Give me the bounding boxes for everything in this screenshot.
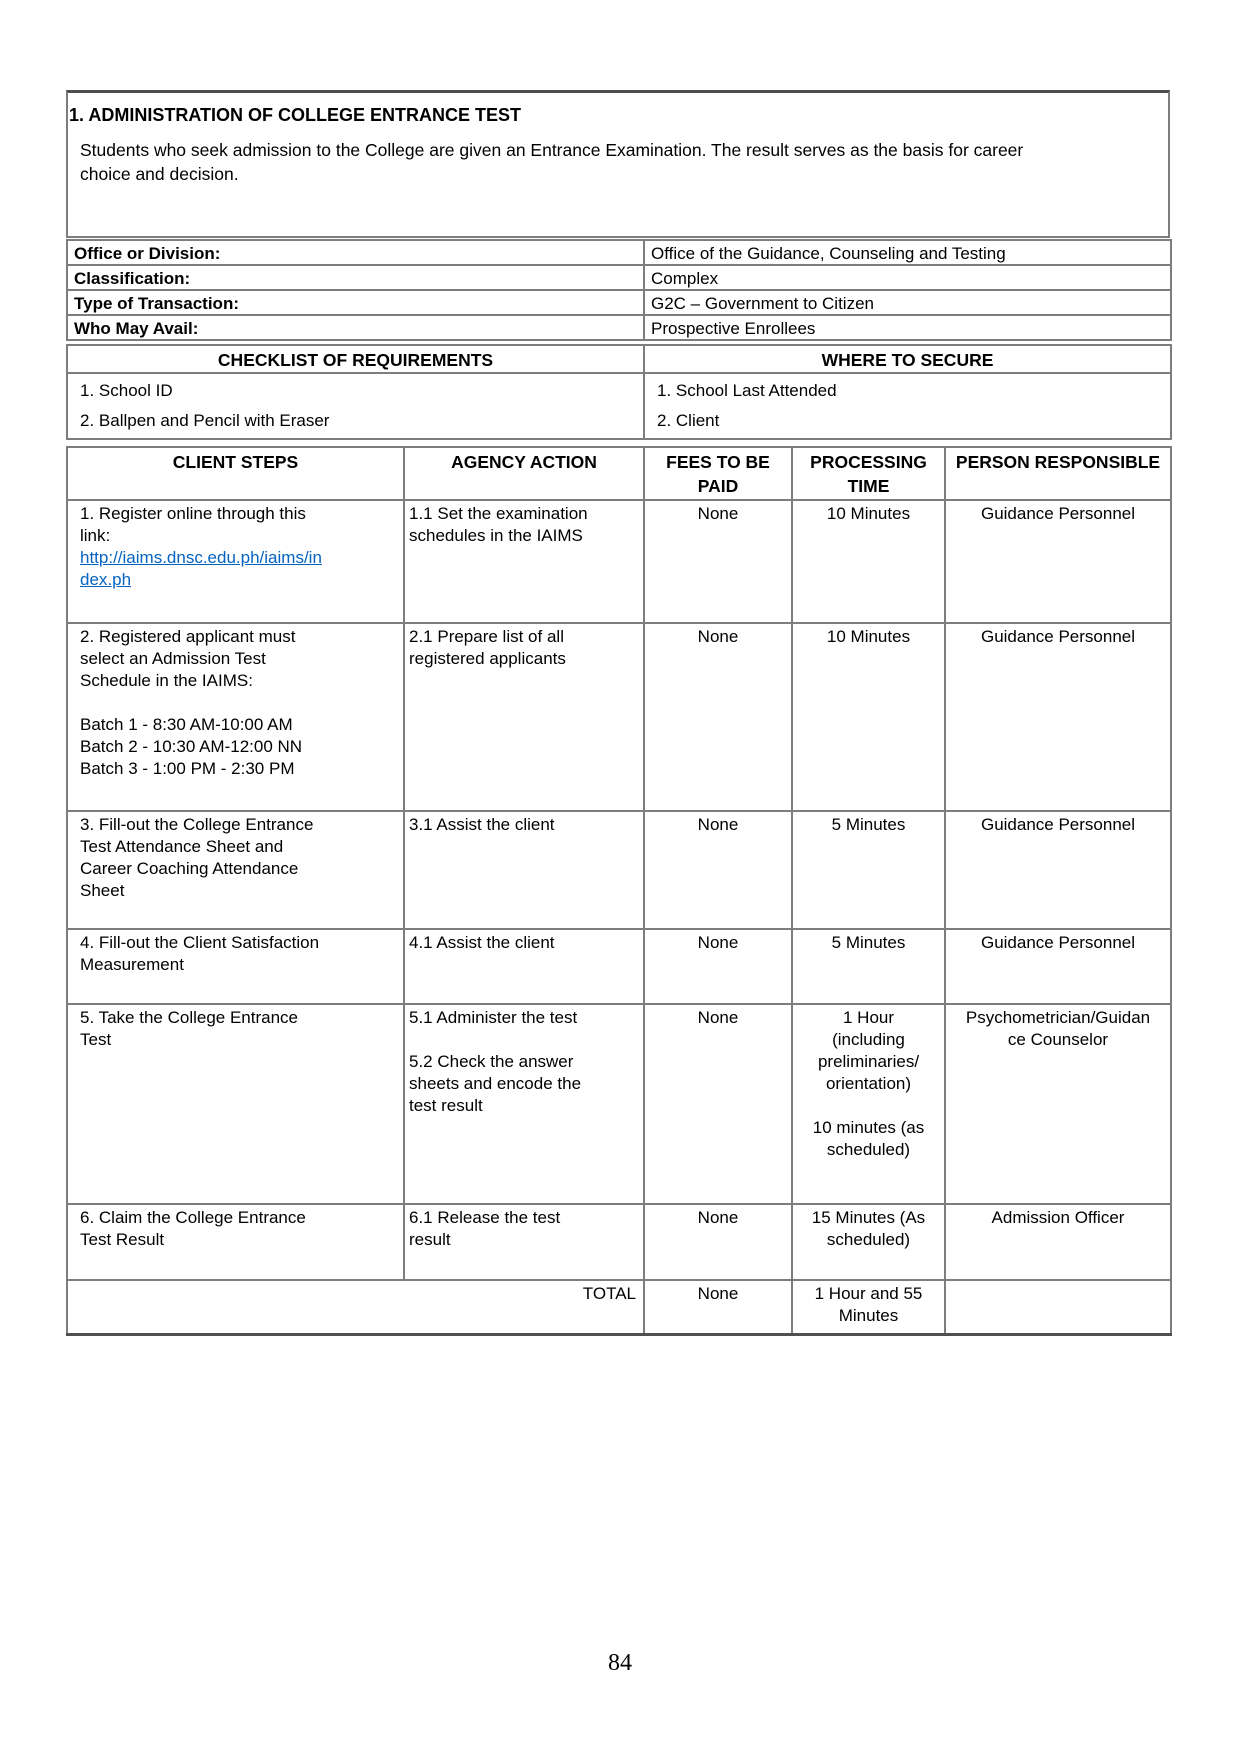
processing-time-4: 5 Minutes bbox=[792, 929, 945, 1004]
step-row-1 bbox=[67, 500, 1171, 623]
service-title-box bbox=[66, 90, 1170, 238]
client-step-1 bbox=[67, 500, 404, 623]
info-value-transaction-type: G2C – Government to Citizen bbox=[644, 290, 1171, 315]
step-row-2 bbox=[67, 623, 1171, 811]
info-label-classification: Classification: bbox=[67, 265, 644, 290]
fees-1: None bbox=[644, 500, 792, 623]
service-description: Students who seek admission to the College are given an Entrance Examination. The result serves as the basis for career choice and decision. bbox=[80, 140, 1024, 184]
requirements-header-row bbox=[67, 345, 1171, 373]
info-value-office: Office of the Guidance, Counseling and Testing bbox=[644, 240, 1171, 265]
header-processing-time: PROCESSING TIME bbox=[792, 447, 945, 500]
processing-time-3: 5 Minutes bbox=[792, 811, 945, 929]
fees-5: None bbox=[644, 1004, 792, 1204]
processing-time-6: 15 Minutes (As scheduled) bbox=[792, 1204, 945, 1280]
step-row-6 bbox=[67, 1204, 1171, 1280]
info-row-transaction-type bbox=[67, 290, 1171, 315]
agency-action-5: 5.1 Administer the test 5.2 Check the answer sheets and encode the test result bbox=[404, 1004, 644, 1204]
info-label-transaction-type: Type of Transaction: bbox=[67, 290, 644, 315]
requirements-table bbox=[66, 344, 1172, 440]
info-label-office: Office or Division: bbox=[67, 240, 644, 265]
requirements-list: 1. School ID 2. Ballpen and Pencil with Eraser bbox=[67, 373, 644, 439]
person-responsible-6: Admission Officer bbox=[945, 1204, 1171, 1280]
client-steps-table bbox=[66, 446, 1172, 1336]
processing-time-5: 1 Hour (including preliminaries/ orientation) 10 minutes (as scheduled) bbox=[792, 1004, 945, 1204]
header-agency-action: AGENCY ACTION bbox=[404, 447, 644, 500]
header-fees: FEES TO BE PAID bbox=[644, 447, 792, 500]
person-responsible-5: Psychometrician/Guidan ce Counselor bbox=[945, 1004, 1171, 1204]
info-row-office bbox=[67, 240, 1171, 265]
info-row-who-may-avail bbox=[67, 315, 1171, 340]
fees-2: None bbox=[644, 623, 792, 811]
fees-6: None bbox=[644, 1204, 792, 1280]
step-row-4 bbox=[67, 929, 1171, 1004]
agency-action-1: 1.1 Set the examination schedules in the IAIMS bbox=[404, 500, 644, 623]
header-person-responsible: PERSON RESPONSIBLE bbox=[945, 447, 1171, 500]
service-title: 1. ADMINISTRATION OF COLLEGE ENTRANCE TEST bbox=[69, 105, 522, 125]
citizens-charter-service-section bbox=[66, 90, 1170, 1336]
total-processing-time: 1 Hour and 55 Minutes bbox=[792, 1280, 945, 1334]
client-step-2: 2. Registered applicant must select an Admission Test Schedule in the IAIMS: Batch 1 - 8:30 AM-10:00 AM Batch 2 - 10:30 AM-12:00 NN Batch 3 - 1:00 PM - 2:30 PM bbox=[67, 623, 404, 811]
processing-time-2: 10 Minutes bbox=[792, 623, 945, 811]
requirements-body-row bbox=[67, 373, 1171, 439]
person-responsible-2: Guidance Personnel bbox=[945, 623, 1171, 811]
client-step-1-text: 1. Register online through this link: bbox=[80, 504, 306, 545]
service-info-table bbox=[66, 239, 1172, 341]
fees-3: None bbox=[644, 811, 792, 929]
where-to-secure-header: WHERE TO SECURE bbox=[644, 345, 1171, 373]
client-step-3: 3. Fill-out the College Entrance Test Attendance Sheet and Career Coaching Attendance Sheet bbox=[67, 811, 404, 929]
processing-time-1: 10 Minutes bbox=[792, 500, 945, 623]
info-value-who-may-avail: Prospective Enrollees bbox=[644, 315, 1171, 340]
total-person bbox=[945, 1280, 1171, 1334]
registration-link[interactable]: http://iaims.dnsc.edu.ph/iaims/in dex.ph bbox=[80, 548, 322, 589]
fees-4: None bbox=[644, 929, 792, 1004]
agency-action-6: 6.1 Release the test result bbox=[404, 1204, 644, 1280]
info-row-classification bbox=[67, 265, 1171, 290]
total-fees: None bbox=[644, 1280, 792, 1334]
step-row-5 bbox=[67, 1004, 1171, 1204]
step-row-3 bbox=[67, 811, 1171, 929]
total-label: TOTAL bbox=[67, 1280, 644, 1334]
agency-action-3: 3.1 Assist the client bbox=[404, 811, 644, 929]
client-step-5: 5. Take the College Entrance Test bbox=[67, 1004, 404, 1204]
total-row bbox=[67, 1280, 1171, 1334]
header-client-steps: CLIENT STEPS bbox=[67, 447, 404, 500]
page-number: 84 bbox=[608, 1650, 632, 1676]
agency-action-4: 4.1 Assist the client bbox=[404, 929, 644, 1004]
info-value-classification: Complex bbox=[644, 265, 1171, 290]
checklist-of-requirements-header: CHECKLIST OF REQUIREMENTS bbox=[67, 345, 644, 373]
client-step-6: 6. Claim the College Entrance Test Result bbox=[67, 1204, 404, 1280]
info-label-who-may-avail: Who May Avail: bbox=[67, 315, 644, 340]
person-responsible-3: Guidance Personnel bbox=[945, 811, 1171, 929]
secure-sources-list: 1. School Last Attended 2. Client bbox=[644, 373, 1171, 439]
agency-action-2: 2.1 Prepare list of all registered applicants bbox=[404, 623, 644, 811]
person-responsible-1: Guidance Personnel bbox=[945, 500, 1171, 623]
steps-header-row bbox=[67, 447, 1171, 500]
client-step-4: 4. Fill-out the Client Satisfaction Measurement bbox=[67, 929, 404, 1004]
person-responsible-4: Guidance Personnel bbox=[945, 929, 1171, 1004]
